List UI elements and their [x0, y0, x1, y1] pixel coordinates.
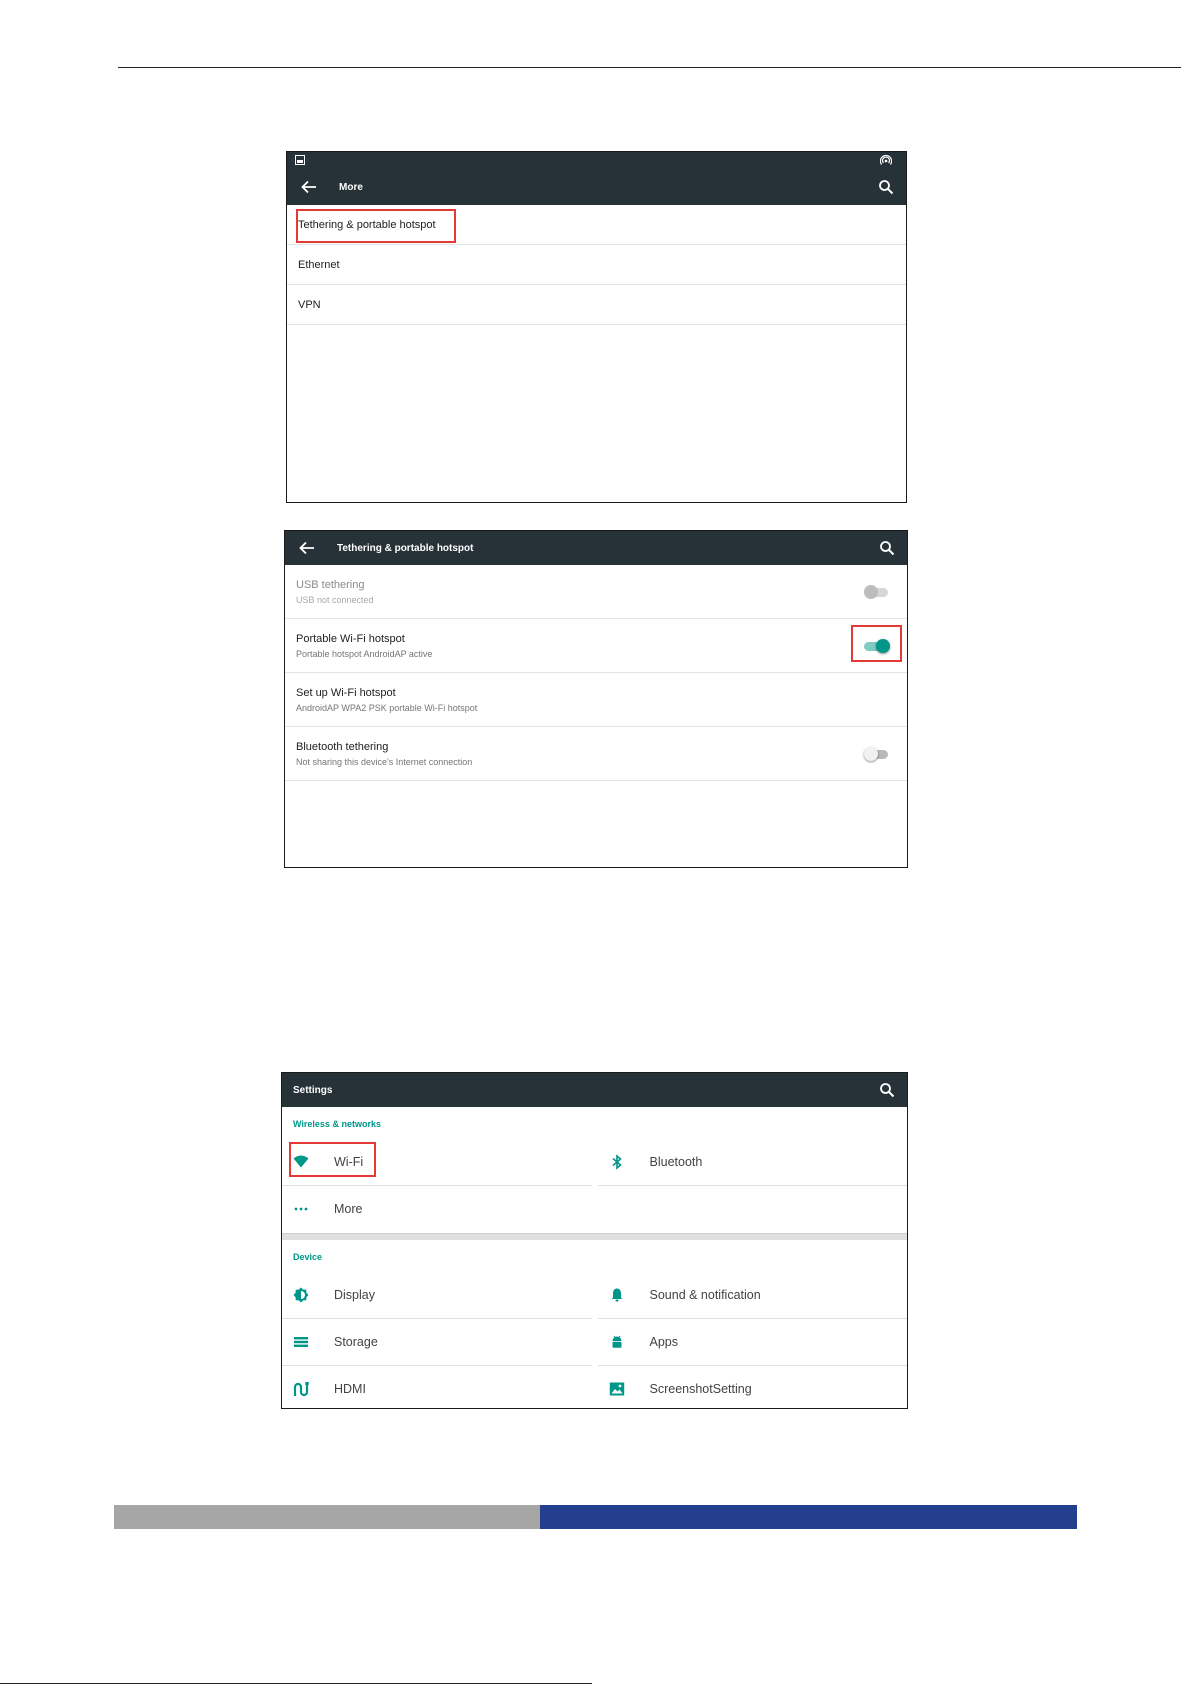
android-icon: [609, 1334, 625, 1350]
screenshot-image-icon: [609, 1381, 625, 1397]
more-screen: [286, 151, 907, 503]
row-subtitle: AndroidAP WPA2 PSK portable Wi-Fi hotspot: [296, 703, 478, 713]
portable-hotspot-row[interactable]: [285, 619, 907, 673]
menu-item-label: VPN: [298, 298, 321, 311]
settings-item-apps[interactable]: [598, 1319, 908, 1366]
settings-item-wifi[interactable]: [282, 1139, 592, 1186]
settings-item-storage[interactable]: [282, 1319, 592, 1366]
settings-item-label: More: [334, 1202, 363, 1216]
menu-item-label: Tethering & portable hotspot: [298, 218, 436, 231]
wireless-category-header: [282, 1107, 907, 1139]
settings-screen: [281, 1072, 908, 1409]
brightness-icon: [293, 1287, 309, 1303]
settings-item-screenshot[interactable]: [598, 1366, 908, 1409]
settings-item-label: Wi-Fi: [334, 1155, 364, 1169]
settings-item-label: Bluetooth: [649, 1155, 703, 1169]
highlight-box: [851, 625, 902, 662]
bell-icon: [609, 1287, 625, 1303]
footer-bar-gray: [114, 1505, 540, 1529]
hdmi-icon: [293, 1381, 309, 1397]
setup-hotspot-row[interactable]: [285, 673, 907, 727]
row-title: Portable Wi-Fi hotspot: [296, 633, 405, 645]
category-label: Wireless & networks: [293, 1119, 381, 1129]
empty-tile: [598, 1186, 908, 1232]
settings-item-label: HDMI: [334, 1382, 366, 1396]
search-icon[interactable]: [878, 179, 894, 195]
row-subtitle: USB not connected: [296, 595, 374, 605]
bluetooth-tethering-switch[interactable]: [864, 747, 890, 761]
page-title: Tethering & portable hotspot: [337, 543, 474, 554]
bluetooth-icon: [609, 1154, 625, 1170]
footer-bar: [114, 1505, 1077, 1529]
search-icon[interactable]: [879, 1082, 895, 1098]
settings-item-bluetooth[interactable]: [598, 1139, 908, 1186]
menu-item-label: Ethernet: [298, 258, 340, 271]
device-category-header: [282, 1240, 907, 1272]
settings-item-label: Sound & notification: [649, 1288, 761, 1302]
settings-item-sound[interactable]: [598, 1272, 908, 1319]
status-bar: [287, 152, 906, 169]
page-title: More: [339, 182, 363, 193]
category-label: Device: [293, 1252, 323, 1262]
page-title: Settings: [293, 1085, 333, 1096]
storage-icon: [293, 1334, 309, 1350]
back-arrow-icon[interactable]: [299, 541, 315, 555]
row-title: USB tethering: [296, 579, 365, 591]
footnote-rule: [0, 1683, 592, 1684]
settings-item-label: Apps: [649, 1335, 678, 1349]
back-arrow-icon[interactable]: [301, 180, 317, 194]
row-subtitle: Not sharing this device's Internet connection: [296, 757, 473, 767]
settings-item-label: ScreenshotSetting: [649, 1382, 752, 1396]
row-title: Set up Wi-Fi hotspot: [296, 687, 396, 699]
settings-item-hdmi[interactable]: [282, 1366, 592, 1409]
row-title: Bluetooth tethering: [296, 741, 389, 753]
section-divider: [282, 1233, 907, 1240]
menu-item-ethernet[interactable]: [287, 245, 906, 285]
highlight-box: [296, 209, 456, 243]
header-rule: [118, 67, 1181, 68]
usb-tethering-row[interactable]: [285, 565, 907, 619]
settings-item-label: Storage: [334, 1335, 378, 1349]
menu-item-vpn[interactable]: [287, 285, 906, 325]
more-dots-icon: [293, 1201, 309, 1217]
gallery-notification-icon: [295, 155, 305, 165]
settings-item-display[interactable]: [282, 1272, 592, 1319]
hotspot-status-icon: [880, 154, 892, 166]
footer-bar-blue: [540, 1505, 1077, 1529]
bluetooth-tethering-row[interactable]: [285, 727, 907, 781]
row-subtitle: Portable hotspot AndroidAP active: [296, 649, 433, 659]
app-bar: [285, 531, 907, 565]
settings-item-more[interactable]: [282, 1186, 592, 1232]
highlight-box: [289, 1142, 376, 1177]
tethering-screen: [284, 530, 908, 868]
settings-item-label: Display: [334, 1288, 375, 1302]
usb-tethering-switch[interactable]: [864, 585, 890, 599]
search-icon[interactable]: [879, 540, 895, 556]
app-bar: [282, 1073, 907, 1107]
app-bar: [287, 169, 906, 205]
